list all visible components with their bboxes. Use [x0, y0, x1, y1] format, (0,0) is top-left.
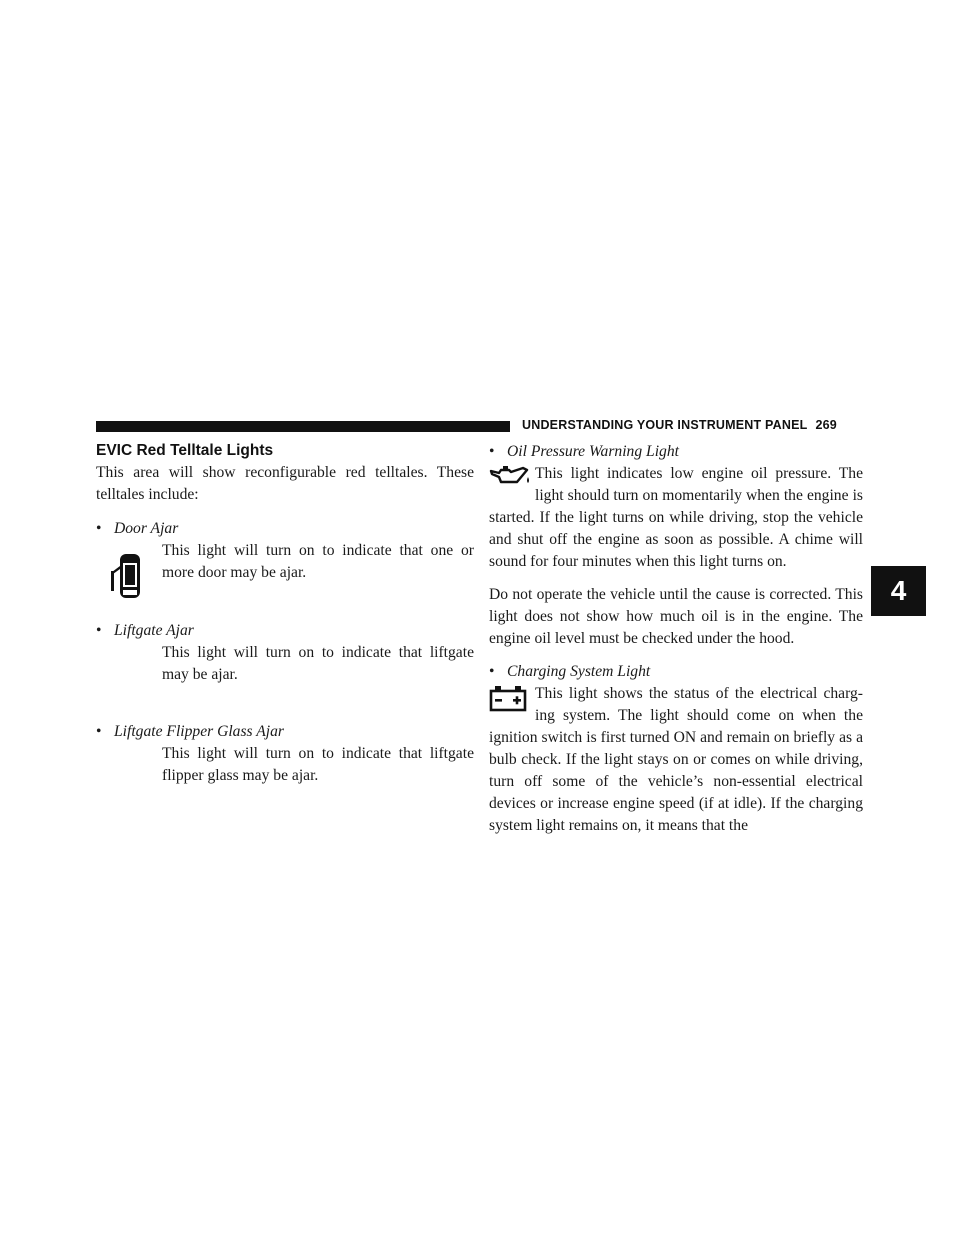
intro-paragraph: This area will show reconfigurable red telltales. These telltales include: — [96, 464, 474, 503]
section-title: UNDERSTANDING YOUR INSTRUMENT PANEL — [522, 418, 808, 432]
item-description: This light will turn on to indicate that one or more door may be ajar. — [162, 542, 474, 581]
list-item-oil-pressure — [489, 441, 863, 573]
page-number: 269 — [815, 418, 837, 432]
item-description: This light shows the status of the electrical charg-ing system. The light should come on when the ignition switch is first turned ON and remain on briefly as a bulb check. If the light stays on or comes on while driving, turn off some of the vehicle’s non-essential electrical devices or increase engine speed (if at idle). If the charging system light remains on, it means that the — [489, 685, 863, 834]
item-description: This light indicates low engine oil pressure. The light should turn on momentarily when the engine is started. If the light turns on while driving, stop the vehicle and shut off the engine as soon as possible. A chime will sound for four minutes when this light turns on. — [489, 465, 863, 570]
item-term: Oil Pressure Warning Light — [507, 443, 679, 460]
item-term: Charging System Light — [507, 663, 651, 680]
item-term: Liftgate Ajar — [114, 622, 194, 639]
list-item-liftgate-flipper-glass-ajar — [96, 721, 474, 787]
right-column — [489, 441, 863, 837]
section-heading: EVIC Red Telltale Lights — [96, 442, 274, 459]
bullet-dot: • — [489, 663, 495, 680]
item-description: This light will turn on to indicate that liftgate may be ajar. — [162, 644, 474, 683]
bullet-dot: • — [96, 520, 102, 537]
bullet-dot: • — [489, 443, 495, 460]
list-item-door-ajar — [96, 518, 474, 584]
door-ajar-icon — [108, 552, 144, 602]
list-item-liftgate-ajar — [96, 620, 474, 686]
item-description: This light will turn on to indicate that liftgate flipper glass may be ajar. — [162, 745, 474, 784]
bullet-dot: • — [96, 622, 102, 639]
list-item-charging-system — [489, 661, 863, 837]
running-header — [522, 418, 867, 432]
item-term: Liftgate Flipper Glass Ajar — [114, 723, 284, 740]
item-term: Door Ajar — [114, 520, 179, 537]
left-column — [96, 441, 474, 787]
header-rule — [96, 421, 510, 432]
bullet-dot: • — [96, 723, 102, 740]
battery-icon — [489, 683, 535, 713]
chapter-tab[interactable]: 4 — [871, 566, 926, 616]
oil-can-icon — [489, 463, 535, 491]
caution-paragraph: Do not operate the vehicle until the cause is corrected. This light does not show how much oil is in the engine. The engine oil level must be checked under the hood. — [489, 586, 863, 647]
